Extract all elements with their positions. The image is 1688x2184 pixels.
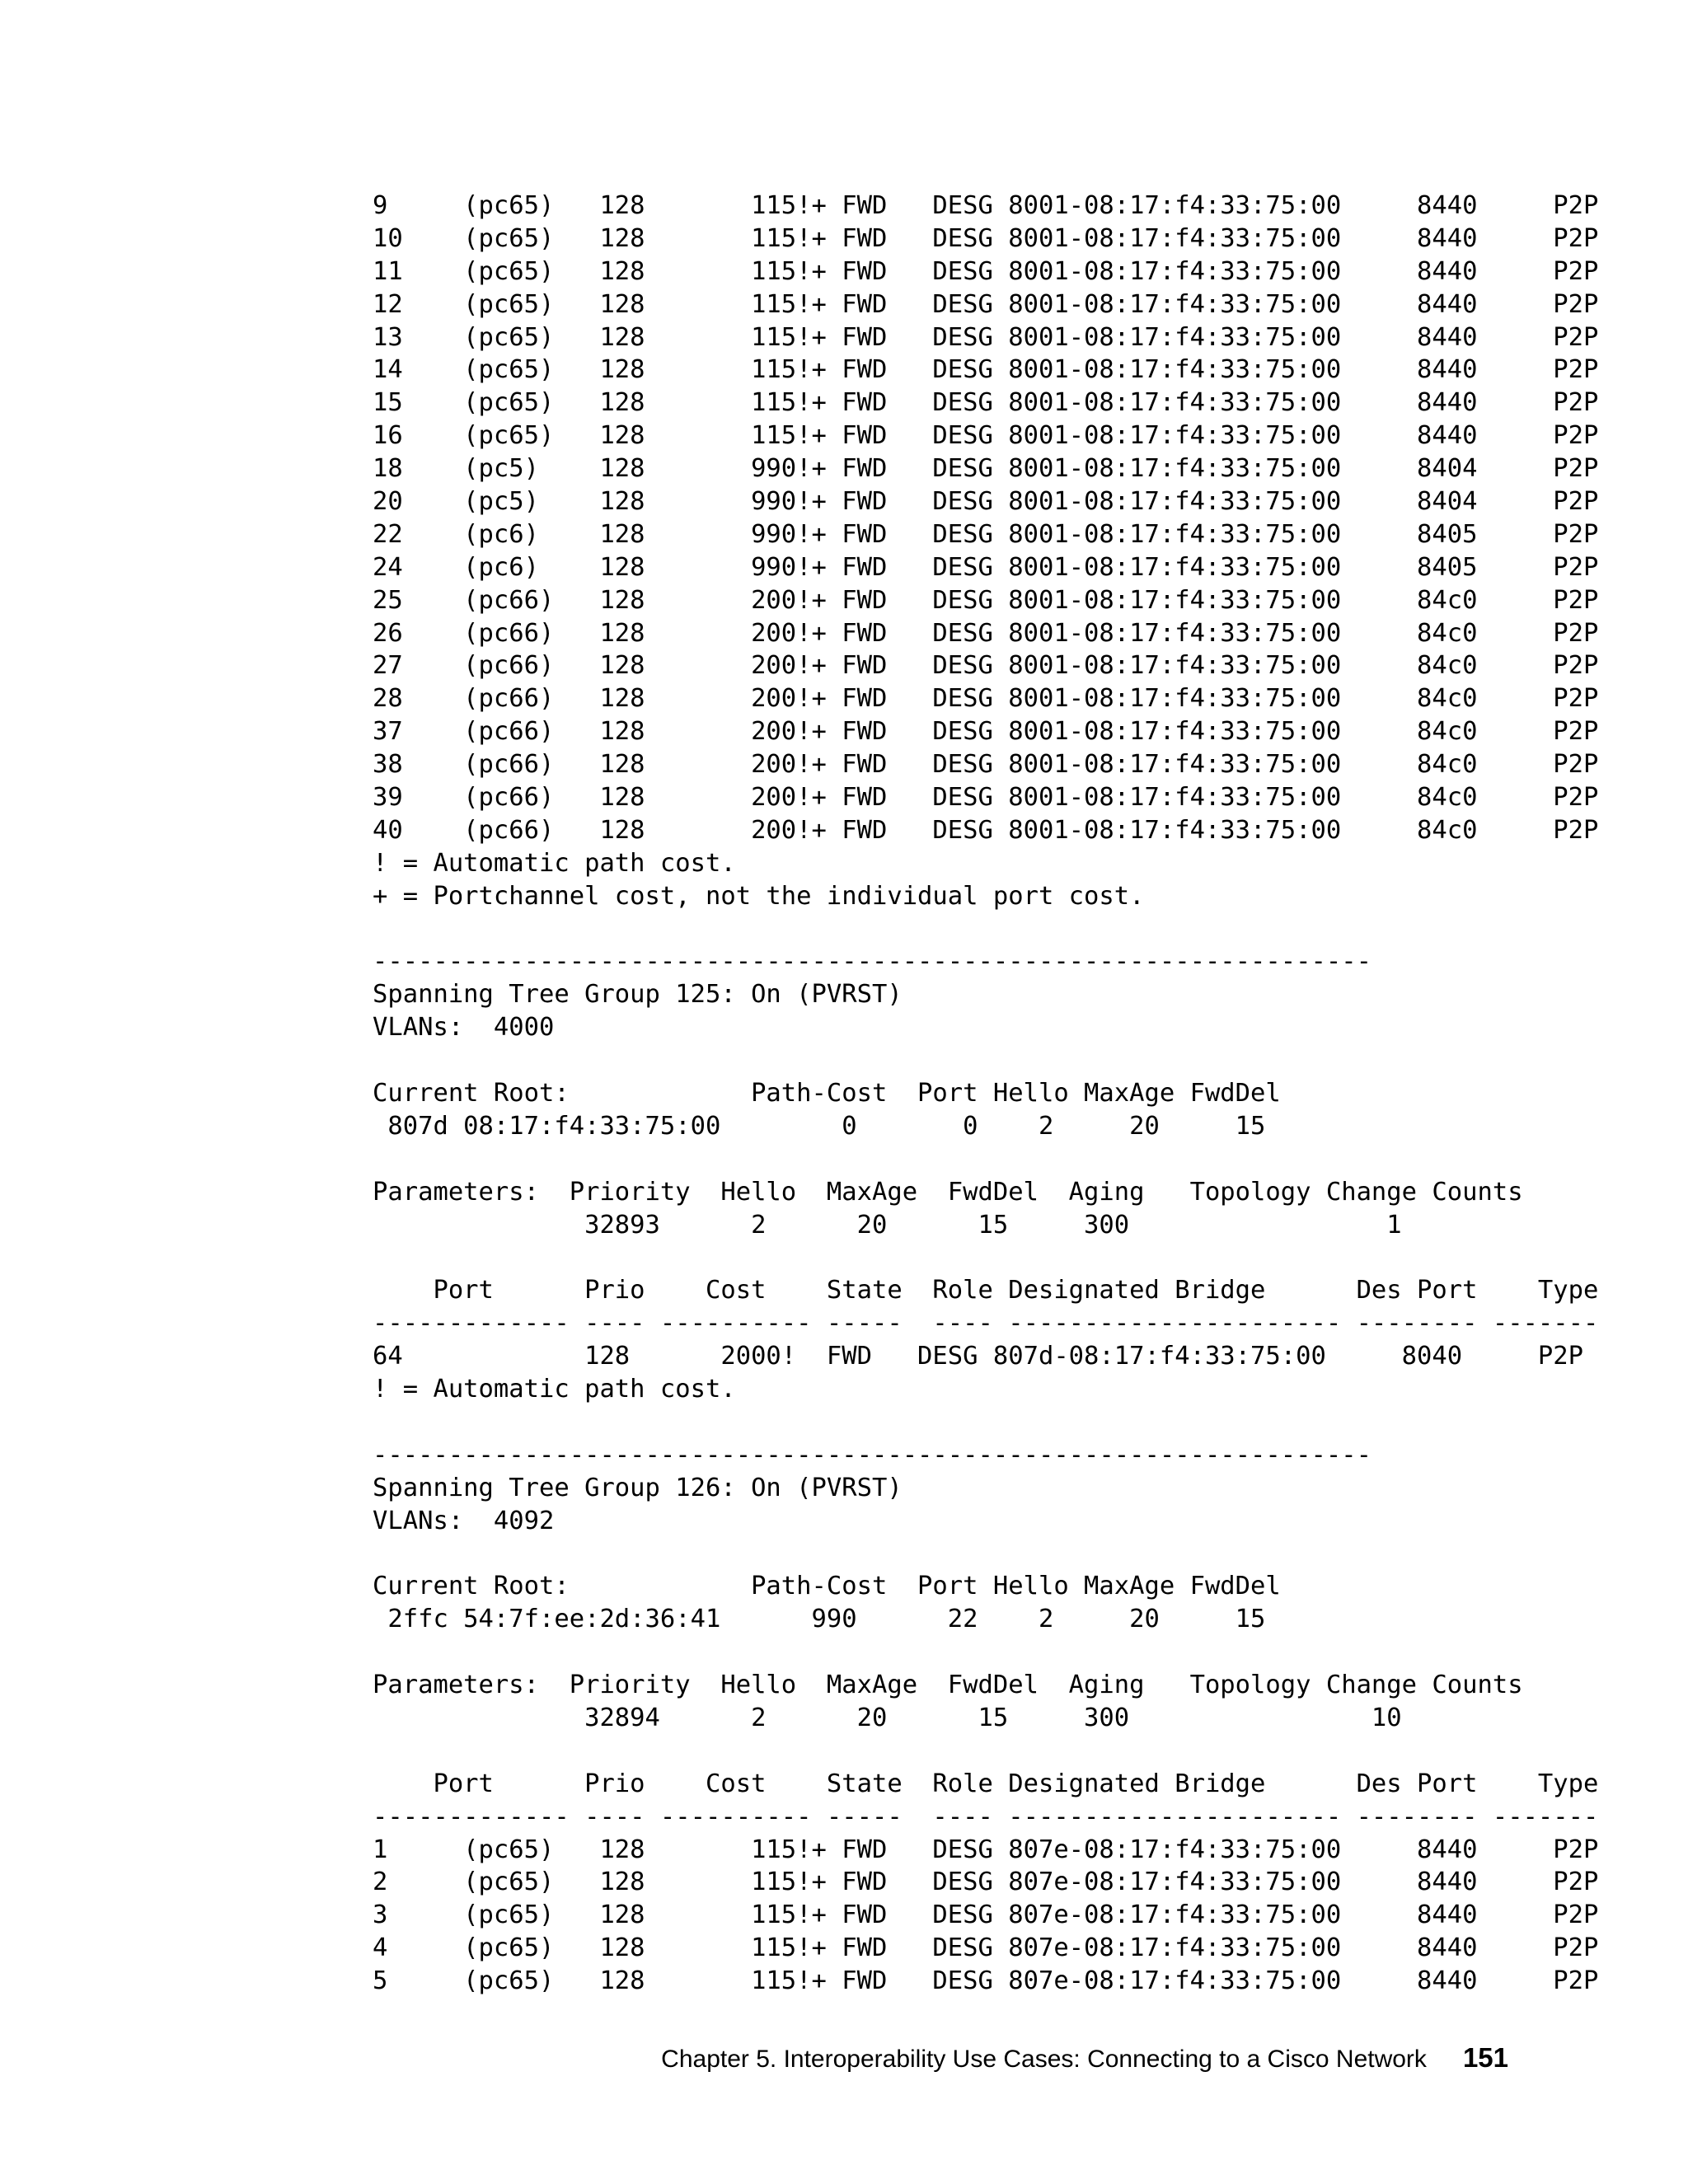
output-line: Current Root: Path-Cost Port Hello MaxAge FwdDel	[373, 1572, 1281, 1601]
output-line: 807d 08:17:f4:33:75:00 0 0 2 20 15	[373, 1111, 1266, 1141]
output-line: 64 128 2000! FWD DESG 807d-08:17:f4:33:75:00 8040 P2P	[373, 1342, 1584, 1371]
output-line: 24 (pc6) 128 990!+ FWD DESG 8001-08:17:f4:33:75:00 8405 P2P	[373, 552, 1599, 582]
output-line: ------------- ---- ---------- ----- ---- ---------------------- -------- -------	[373, 1802, 1599, 1831]
output-line: 9 (pc65) 128 115!+ FWD DESG 8001-08:17:f4:33:75:00 8440 P2P	[373, 191, 1599, 220]
output-line: 32894 2 20 15 300 10	[373, 1703, 1402, 1732]
output-line: Parameters: Priority Hello MaxAge FwdDel Aging Topology Change Counts	[373, 1177, 1523, 1207]
output-line	[373, 1538, 1609, 1571]
output-line: ------------------------------------------------------------------	[373, 947, 1372, 977]
output-line: ------------- ---- ---------- ----- ---- ---------------------- -------- -------	[373, 1309, 1599, 1338]
output-line: 40 (pc66) 128 200!+ FWD DESG 8001-08:17:f4:33:75:00 84c0 P2P	[373, 815, 1599, 845]
output-line: 16 (pc65) 128 115!+ FWD DESG 8001-08:17:f4:33:75:00 8440 P2P	[373, 421, 1599, 451]
output-line: 2 (pc65) 128 115!+ FWD DESG 807e-08:17:f4:33:75:00 8440 P2P	[373, 1868, 1599, 1897]
output-line: + = Portchannel cost, not the individual port cost.	[373, 881, 1145, 911]
output-line: 20 (pc5) 128 990!+ FWD DESG 8001-08:17:f4:33:75:00 8404 P2P	[373, 487, 1599, 517]
output-line	[373, 913, 1609, 946]
output-line: ! = Automatic path cost.	[373, 1375, 736, 1404]
output-line: Port Prio Cost State Role Designated Bridge Des Port Type	[373, 1276, 1599, 1305]
cli-output-block	[373, 190, 1609, 1998]
output-line: 13 (pc65) 128 115!+ FWD DESG 8001-08:17:f4:33:75:00 8440 P2P	[373, 322, 1599, 352]
output-line: VLANs: 4092	[373, 1506, 555, 1535]
output-line: VLANs: 4000	[373, 1013, 555, 1043]
output-line	[373, 1044, 1609, 1077]
output-line	[373, 1735, 1609, 1768]
output-line	[373, 1143, 1609, 1176]
output-line: Port Prio Cost State Role Designated Bridge Des Port Type	[373, 1769, 1599, 1798]
output-line: 3 (pc65) 128 115!+ FWD DESG 807e-08:17:f4:33:75:00 8440 P2P	[373, 1900, 1599, 1930]
output-line: Parameters: Priority Hello MaxAge FwdDel Aging Topology Change Counts	[373, 1671, 1523, 1700]
output-line: 4 (pc65) 128 115!+ FWD DESG 807e-08:17:f4:33:75:00 8440 P2P	[373, 1933, 1599, 1963]
output-line: 39 (pc66) 128 200!+ FWD DESG 8001-08:17:f4:33:75:00 84c0 P2P	[373, 783, 1599, 813]
page-number: 151	[1462, 2042, 1508, 2073]
output-line: 28 (pc66) 128 200!+ FWD DESG 8001-08:17:f4:33:75:00 84c0 P2P	[373, 684, 1599, 714]
output-line	[373, 1636, 1609, 1669]
output-line: 26 (pc66) 128 200!+ FWD DESG 8001-08:17:f4:33:75:00 84c0 P2P	[373, 618, 1599, 648]
output-line: 12 (pc65) 128 115!+ FWD DESG 8001-08:17:f4:33:75:00 8440 P2P	[373, 289, 1599, 319]
output-line	[373, 1242, 1609, 1275]
output-line: 22 (pc6) 128 990!+ FWD DESG 8001-08:17:f4:33:75:00 8405 P2P	[373, 519, 1599, 549]
output-line: Spanning Tree Group 125: On (PVRST)	[373, 980, 903, 1010]
output-line: ! = Automatic path cost.	[373, 848, 736, 878]
output-line: 2ffc 54:7f:ee:2d:36:41 990 22 2 20 15	[373, 1605, 1266, 1634]
chapter-title: Chapter 5. Interoperability Use Cases: Connecting to a Cisco Network	[661, 2046, 1427, 2073]
output-line: Current Root: Path-Cost Port Hello MaxAge FwdDel	[373, 1079, 1281, 1108]
output-line: 37 (pc66) 128 200!+ FWD DESG 8001-08:17:f4:33:75:00 84c0 P2P	[373, 717, 1599, 747]
output-line: Spanning Tree Group 126: On (PVRST)	[373, 1473, 903, 1502]
output-line: 27 (pc66) 128 200!+ FWD DESG 8001-08:17:f4:33:75:00 84c0 P2P	[373, 651, 1599, 681]
output-line: 10 (pc65) 128 115!+ FWD DESG 8001-08:17:f4:33:75:00 8440 P2P	[373, 223, 1599, 253]
output-line: 1 (pc65) 128 115!+ FWD DESG 807e-08:17:f4:33:75:00 8440 P2P	[373, 1835, 1599, 1864]
output-line: 5 (pc65) 128 115!+ FWD DESG 807e-08:17:f4:33:75:00 8440 P2P	[373, 1966, 1599, 1996]
output-line: 32893 2 20 15 300 1	[373, 1210, 1402, 1240]
output-line: 25 (pc66) 128 200!+ FWD DESG 8001-08:17:f4:33:75:00 84c0 P2P	[373, 585, 1599, 615]
output-line: 15 (pc65) 128 115!+ FWD DESG 8001-08:17:f4:33:75:00 8440 P2P	[373, 388, 1599, 418]
output-line: 38 (pc66) 128 200!+ FWD DESG 8001-08:17:f4:33:75:00 84c0 P2P	[373, 750, 1599, 780]
output-line: 18 (pc5) 128 990!+ FWD DESG 8001-08:17:f4:33:75:00 8404 P2P	[373, 454, 1599, 484]
output-line: 14 (pc65) 128 115!+ FWD DESG 8001-08:17:f4:33:75:00 8440 P2P	[373, 355, 1599, 385]
output-line: 11 (pc65) 128 115!+ FWD DESG 8001-08:17:f4:33:75:00 8440 P2P	[373, 256, 1599, 286]
output-line: ------------------------------------------------------------------	[373, 1440, 1372, 1469]
output-line	[373, 1406, 1609, 1439]
page-footer	[661, 2042, 1508, 2074]
